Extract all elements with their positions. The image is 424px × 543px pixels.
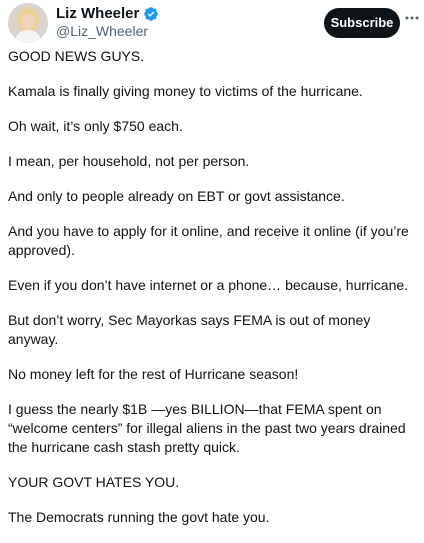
tweet-paragraph: But don’t worry, Sec Mayorkas says FEMA is out of money anyway. bbox=[8, 312, 371, 347]
tweet-text bbox=[8, 47, 418, 543]
display-name[interactable]: Liz Wheeler bbox=[56, 5, 140, 22]
author-handle[interactable]: @Liz_Wheeler bbox=[56, 23, 149, 39]
avatar[interactable] bbox=[8, 3, 48, 43]
tweet-paragraph: Oh wait, it’s only $750 each. bbox=[8, 118, 183, 134]
tweet-paragraph: YOUR GOVT HATES YOU. bbox=[8, 474, 180, 490]
tweet-paragraph: I guess the nearly $1B —yes BILLION—that FEMA spent on “welcome centers” for illegal aliens in the past two years drained the hurricane cash stash pretty quick. bbox=[8, 401, 406, 455]
tweet-paragraph: No money left for the rest of Hurricane season! bbox=[8, 366, 299, 382]
tweet-paragraph: The Democrats running the govt hate you. bbox=[8, 509, 270, 525]
verified-badge-icon bbox=[143, 6, 159, 22]
subscribe-button[interactable]: Subscribe bbox=[324, 8, 400, 38]
avatar-image bbox=[8, 3, 48, 43]
tweet-paragraph: And only to people already on EBT or govt assistance. bbox=[8, 188, 345, 204]
tweet-paragraph: I mean, per household, not per person. bbox=[8, 153, 250, 169]
tweet-paragraph: Kamala is finally giving money to victims of the hurricane. bbox=[8, 83, 363, 99]
tweet-paragraph: GOOD NEWS GUYS. bbox=[8, 48, 145, 64]
author-name-row bbox=[56, 5, 159, 23]
tweet-header bbox=[0, 0, 424, 46]
more-horizontal-icon[interactable] bbox=[402, 8, 422, 28]
tweet-paragraph: And you have to apply for it online, and receive it online (if you’re approved). bbox=[8, 223, 409, 258]
tweet-paragraph: Even if you don’t have internet or a phone… because, hurricane. bbox=[8, 277, 409, 293]
